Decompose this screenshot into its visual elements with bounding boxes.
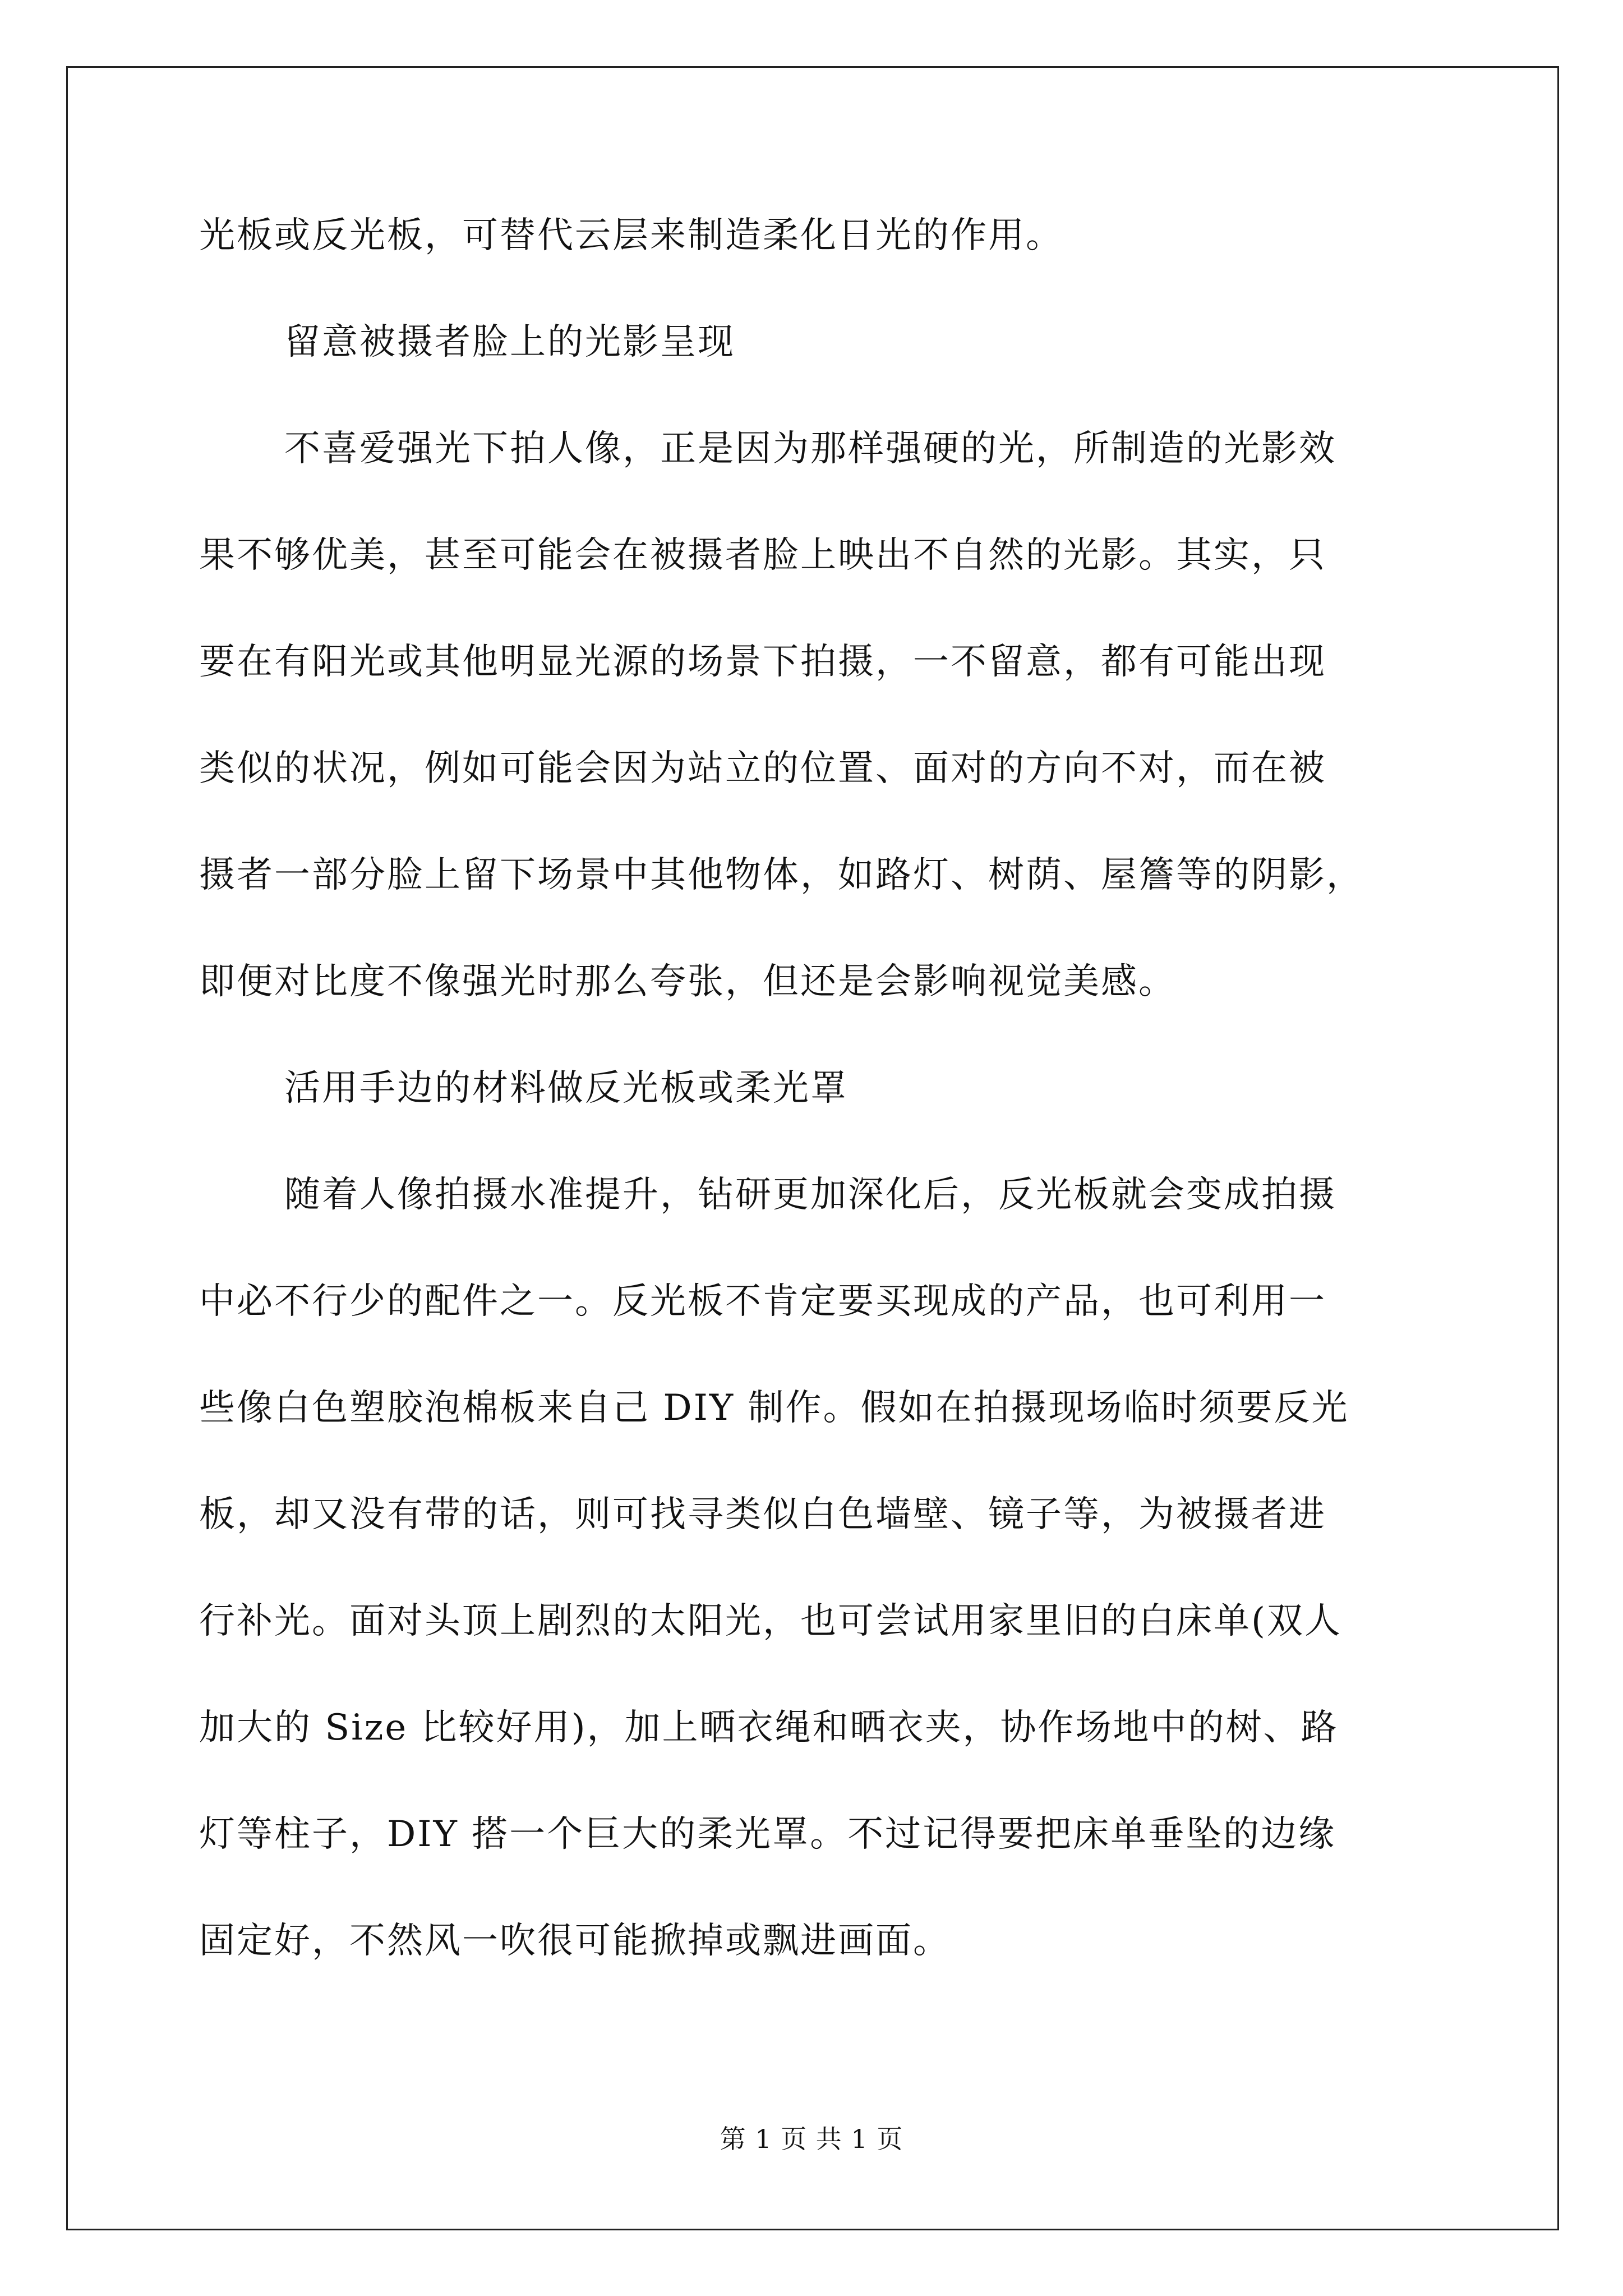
paragraph-line: 中必不行少的配件之一。反光板不肯定要买现成的产品，也可利用一 — [199, 1281, 1326, 1322]
paragraph-line: 光板或反光板，可替代云层来制造柔化日光的作用。 — [199, 215, 1063, 256]
paragraph-line: 加大的 Size 比较好用)，加上晒衣绳和晒衣夹，协作场地中的树、路 — [199, 1707, 1339, 1749]
paragraph-line: 果不够优美，甚至可能会在被摄者脸上映出不自然的光影。其实，只 — [199, 535, 1326, 576]
paragraph-line: 不喜爱强光下拍人像，正是因为那样强硬的光，所制造的光影效 — [284, 428, 1336, 470]
paragraph-line: 灯等柱子，DIY 搭一个巨大的柔光罩。不过记得要把床单垂坠的边缘 — [199, 1814, 1336, 1855]
paragraph-line: 要在有阳光或其他明显光源的场景下拍摄，一不留意，都有可能出现 — [199, 641, 1326, 683]
paragraph-line: 摄者一部分脸上留下场景中其他物体，如路灯、树荫、屋簷等的阴影， — [199, 854, 1364, 896]
paragraph-line: 随着人像拍摄水准提升，钻研更加深化后，反光板就会变成拍摄 — [284, 1174, 1336, 1216]
paragraph-line: 即便对比度不像强光时那么夸张，但还是会影响视觉美感。 — [199, 961, 1176, 1002]
paragraph-line: 固定好，不然风一吹很可能掀掉或飘进画面。 — [199, 1920, 951, 1962]
section-heading: 留意被摄者脸上的光影呈现 — [284, 321, 735, 363]
paragraph-line: 类似的状况，例如可能会因为站立的位置、面对的方向不对，而在被 — [199, 748, 1326, 789]
paragraph-line: 板，却又没有带的话，则可找寻类似白色墙壁、镜子等，为被摄者进 — [199, 1494, 1326, 1535]
document-body — [199, 213, 1438, 2025]
paragraph-line: 些像白色塑胶泡棉板来自己 DIY 制作。假如在拍摄现场临时须要反光 — [199, 1387, 1349, 1429]
paragraph-line: 行补光。面对头顶上剧烈的太阳光，也可尝试用家里旧的白床单(双人 — [199, 1600, 1342, 1642]
section-heading: 活用手边的材料做反光板或柔光罩 — [284, 1068, 848, 1109]
page-number-footer: 第 1 页 共 1 页 — [720, 2124, 903, 2154]
